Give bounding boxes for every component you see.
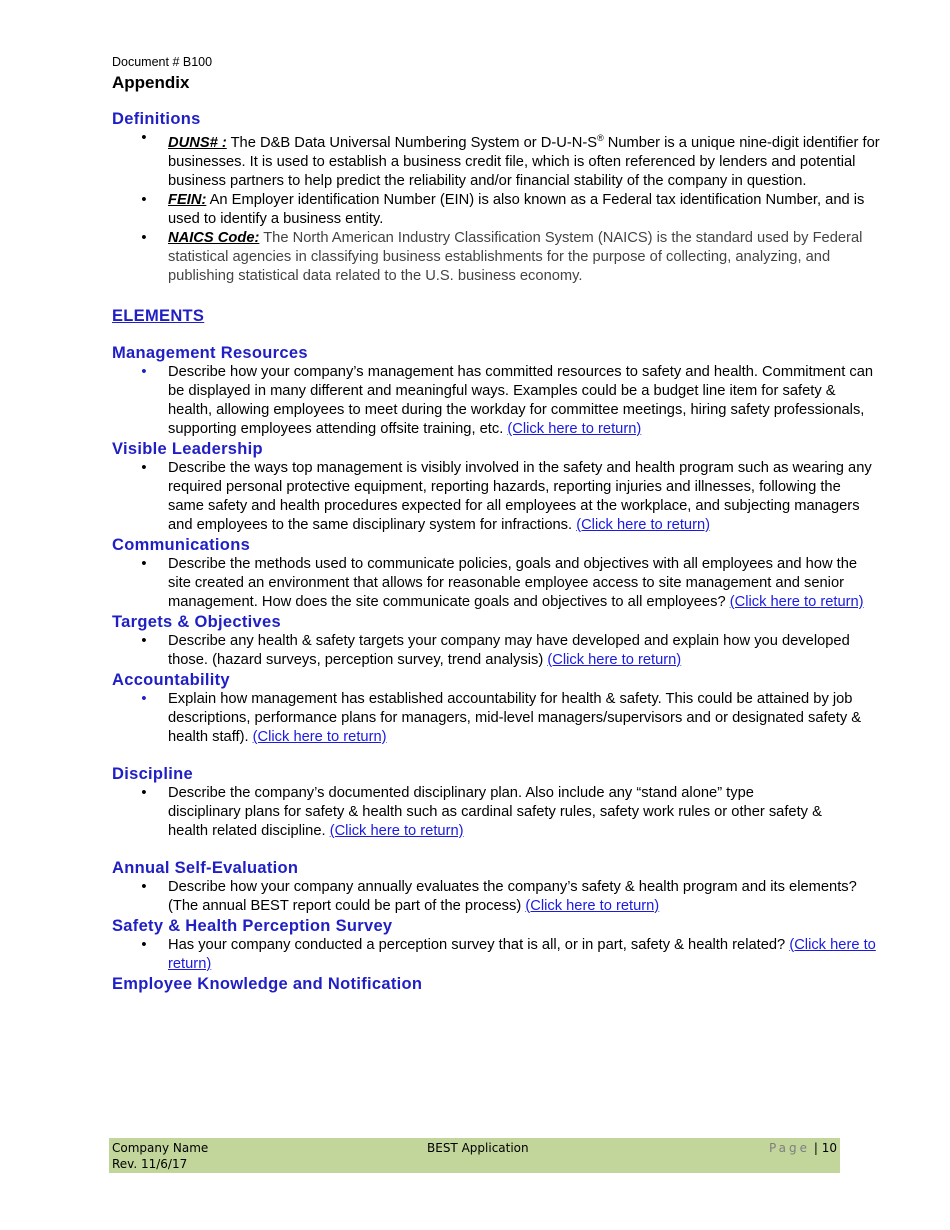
- section-text: Explain how management has established accountability for health & safety. This could be attained by job descriptions, performance plans for managers, mid-level managers/supervisors and or designated safety & health staff).: [168, 690, 862, 745]
- list-item: [112, 555, 880, 612]
- list-item: [112, 690, 880, 747]
- bullet-icon: •: [141, 130, 147, 146]
- list-item: [112, 784, 828, 841]
- definition-term: FEIN:: [168, 191, 207, 208]
- footer-application: BEST Application: [427, 1141, 529, 1155]
- list-item: [112, 129, 880, 191]
- return-link[interactable]: (Click here to return): [547, 651, 682, 668]
- definition-term: DUNS# :: [168, 134, 227, 151]
- return-link[interactable]: (Click here to return): [576, 516, 711, 533]
- section-title-communications: Communications: [112, 535, 251, 554]
- list-item: [112, 191, 880, 229]
- bullet-icon: •: [141, 459, 147, 476]
- page-word: Page: [768, 1141, 811, 1155]
- section-title-perception-survey: Safety & Health Perception Survey: [112, 916, 393, 935]
- page-separator: |: [810, 1141, 822, 1155]
- section-title-targets: Targets & Objectives: [112, 612, 281, 631]
- bullet-icon: •: [141, 363, 147, 380]
- list-item: [112, 936, 880, 974]
- definitions-list: [112, 129, 882, 286]
- footer-company: Company Name: [112, 1141, 209, 1155]
- section-title-visible-leadership: Visible Leadership: [112, 439, 263, 458]
- definition-term: NAICS Code:: [168, 229, 260, 246]
- return-link[interactable]: (Click here to return): [729, 593, 864, 610]
- section-text: Describe the methods used to communicate policies, goals and objectives with all employees and how the site created an environment that allows for reasonable employee access to site management and senior management. How does the site communicate goals and objectives to all employees?: [168, 555, 858, 610]
- definition-text: The D&B Data Universal Numbering System or D-U-N-S: [226, 134, 598, 151]
- page-title: Appendix: [112, 73, 190, 92]
- section-title-management: Management Resources: [112, 343, 308, 362]
- definition-text: An Employer identification Number (EIN) is also known as a Federal tax identification Number, and is used to identify a business entity.: [168, 191, 865, 227]
- section-text: Describe how your company’s management has committed resources to safety and health. Commitment can be displayed in many different and meaningful ways. Examples could be a budget line item for safety & health, allowing employees to meet during the workday for committee meetings, hiring safety professionals, supporting employees attending offsite training, etc.: [168, 363, 874, 437]
- return-link[interactable]: (Click here to return): [252, 728, 387, 745]
- section-text: Describe how your company annually evaluates the company’s safety & health program and its elements? (The annual BEST report could be part of the process): [168, 878, 857, 914]
- bullet-icon: •: [141, 632, 147, 649]
- list-item: [112, 459, 880, 535]
- return-link[interactable]: (Click here to return): [525, 897, 660, 914]
- footer-page-number: [769, 1141, 837, 1155]
- document-number: Document # B100: [112, 55, 213, 69]
- bullet-icon: •: [141, 229, 147, 246]
- bullet-icon: •: [141, 936, 147, 953]
- section-title-annual-self-evaluation: Annual Self-Evaluation: [112, 858, 299, 877]
- elements-heading: ELEMENTS: [112, 306, 205, 325]
- bullet-icon: •: [141, 690, 147, 707]
- bullet-icon: •: [141, 878, 147, 895]
- section-text: Describe the company’s documented disciplinary plan. Also include any “stand alone” type disciplinary plans for safety & health such as cardinal safety rules, safety work rules or other safety & health related discipline.: [168, 784, 822, 839]
- section-text: Describe any health & safety targets your company may have developed and explain how you developed those. (hazard surveys, perception survey, trend analysis): [168, 632, 850, 668]
- bullet-icon: •: [141, 555, 147, 572]
- definitions-heading: Definitions: [112, 110, 201, 128]
- list-item: [112, 878, 868, 916]
- list-item: [112, 229, 880, 286]
- section-text: Has your company conducted a perception survey that is all, or in part, safety & health related?: [168, 936, 786, 953]
- return-link[interactable]: (Click here to return): [329, 822, 464, 839]
- bullet-icon: •: [141, 784, 147, 801]
- page-footer: [109, 1138, 840, 1173]
- definition-text: Number is a unique nine-digit identifier for businesses. It is used to establish a business credit file, which is often referenced by lenders and potential business partners to help predict the reliability and/or financial stability of the company in question.: [168, 134, 880, 189]
- definition-text: The North American Industry Classification System (NAICS) is the standard used by Federal statistical agencies in classifying business establishments for the purpose of collecting, analyzing, and publishing statistical data related to the U.S. business economy.: [168, 229, 863, 284]
- bullet-icon: •: [141, 191, 147, 208]
- document-page: [112, 54, 882, 994]
- return-link[interactable]: (Click here to return): [507, 420, 642, 437]
- section-title-discipline: Discipline: [112, 764, 193, 783]
- list-item: [112, 632, 880, 670]
- page-num: 10: [821, 1141, 837, 1155]
- registered-mark: ®: [597, 133, 604, 143]
- return-link[interactable]: (Click here to return): [168, 936, 876, 972]
- list-item: [112, 363, 880, 439]
- section-title-employee-knowledge: Employee Knowledge and Notification: [112, 974, 423, 993]
- section-title-accountability: Accountability: [112, 670, 230, 689]
- section-text: Describe the ways top management is visibly involved in the safety and health program such as wearing any required personal protective equipment, reporting hazards, reporting injuries and illnesses, following the same safety and health procedures expected for all employees at the workplace, and subjecting managers and employees to the same disciplinary system for infractions.: [168, 459, 872, 533]
- footer-revision: Rev. 11/6/17: [112, 1157, 188, 1171]
